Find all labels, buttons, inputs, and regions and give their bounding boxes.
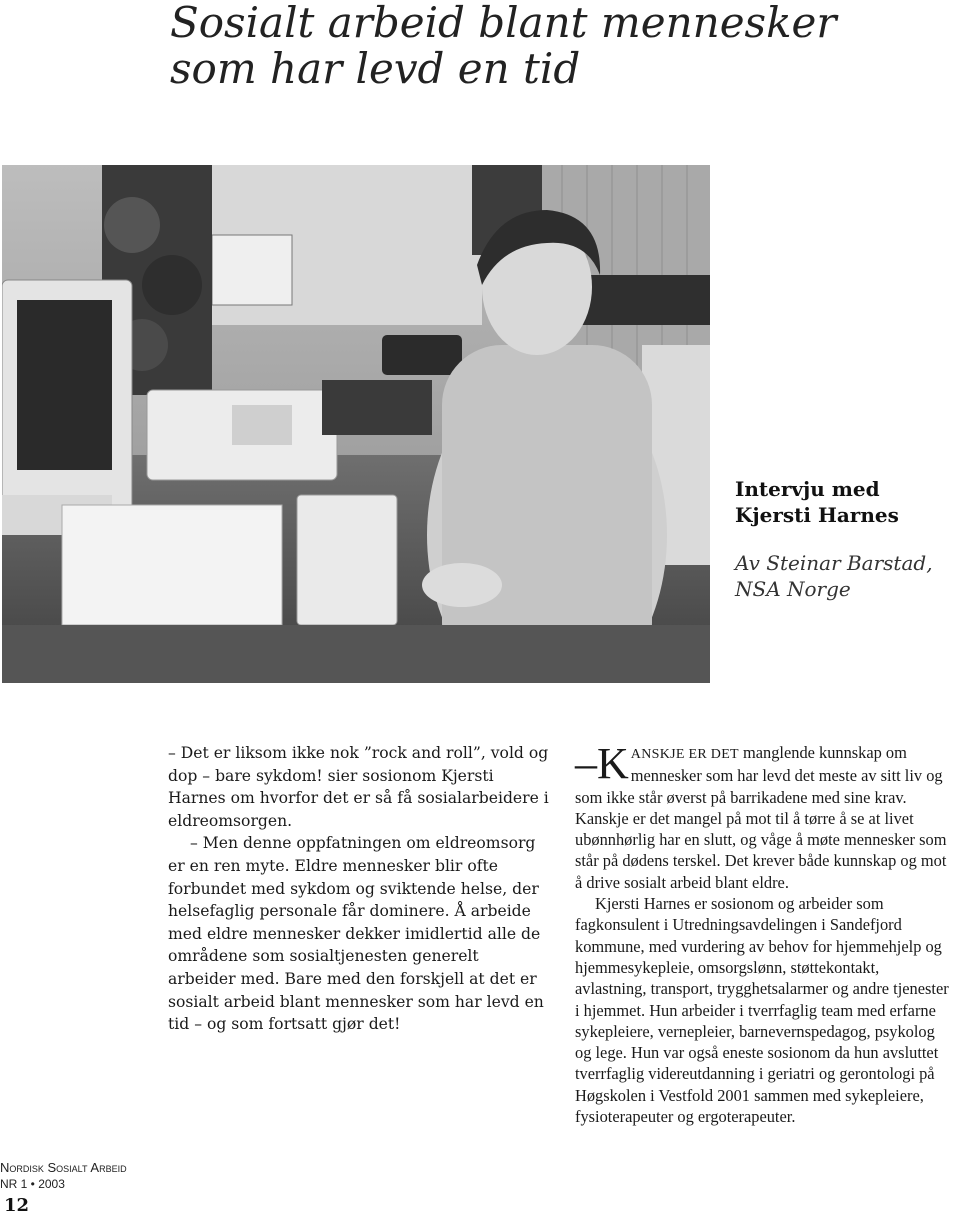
body-paragraph-1 [575,739,953,893]
lead-paragraph-2: – Men denne oppfatningen om eldreomsorg er en ren myte. Eldre mennesker blir ofte forbundet med sykdom og sviktende helse, der helsefaglig personale får dominere. Å arbeide med eldre mennesker dekker imidlertid alle de områdene som sosialtjenesten generelt arbeider med. Bare med den forskjell at det er sosialt arbeid blant mennesker som har levd en tid – og som fortsatt gjør det! [168,834,544,1034]
issue-number: NR 1 • 2003 [0,1177,65,1191]
body-paragraph-2: Kjersti Harnes er sosionom og arbeider som fagkonsulent i Utredningsavdelingen i Sandefjord kommune, med vurdering av behov for hjemmehjelp og hjemmesykepleie, omsorgslønn, støttekontakt, avlastning, transport, trygghetsalarmer og andre tjenester i hjemmet. Hun arbeider i tverrfaglig team med erfarne sykepleiere, vernepleier, barnevernspedagog, psykolog og lege. Hun var også eneste sosionom da hun avsluttet tverrfaglig videreutdanning i geriatri og gerontologi på Høgskolen i Vestfold 2001 sammen med sykepleiere, fysioterapeuter og ergoterapeuter. [575,894,949,1127]
body-text [575,739,953,1127]
journal-name: Nordisk Sosialt Arbeid [0,1160,127,1175]
byline-line-2: NSA Norge [735,577,851,601]
byline-line-1: Av Steinar Barstad, [735,551,933,575]
lead-paragraph-1: – Det er liksom ikke nok ”rock and roll”, vold og dop – bare sykdom! sier sosionom Kjersti Harnes om hvorfor det er så få sosialarbeidere i eldreomsorgen. [168,744,549,830]
interview-line-2: Kjersti Harnes [735,503,899,527]
interview-heading [735,476,950,528]
drop-cap: –K [575,739,629,788]
title-line-1: Sosialt arbeid blant mennesker [170,0,837,47]
body-paragraph-1-text: manglende kunnskap om mennesker som har levd det meste av sitt liv og som ikke står øverst på barrikadene med sine krav. Kanskje er det mangel på mot til å tørre å se at livet ubønnhørlig har en slutt, og våge å møte mennesker som står på dødens terskel. Det krever både kunnskap og mot å drive sosialt arbeid blant eldre. [575,743,947,892]
portrait-photo [2,165,710,683]
lead-paragraph [168,742,550,1036]
interview-line-1: Intervju med [735,477,880,501]
article-title [170,0,930,92]
opening-smallcaps: ANSKJE ER DET [630,747,739,762]
byline [735,550,955,602]
journal-footer [0,1160,160,1192]
page-number: 12 [4,1195,30,1216]
title-line-2: som har levd en tid [170,44,581,93]
